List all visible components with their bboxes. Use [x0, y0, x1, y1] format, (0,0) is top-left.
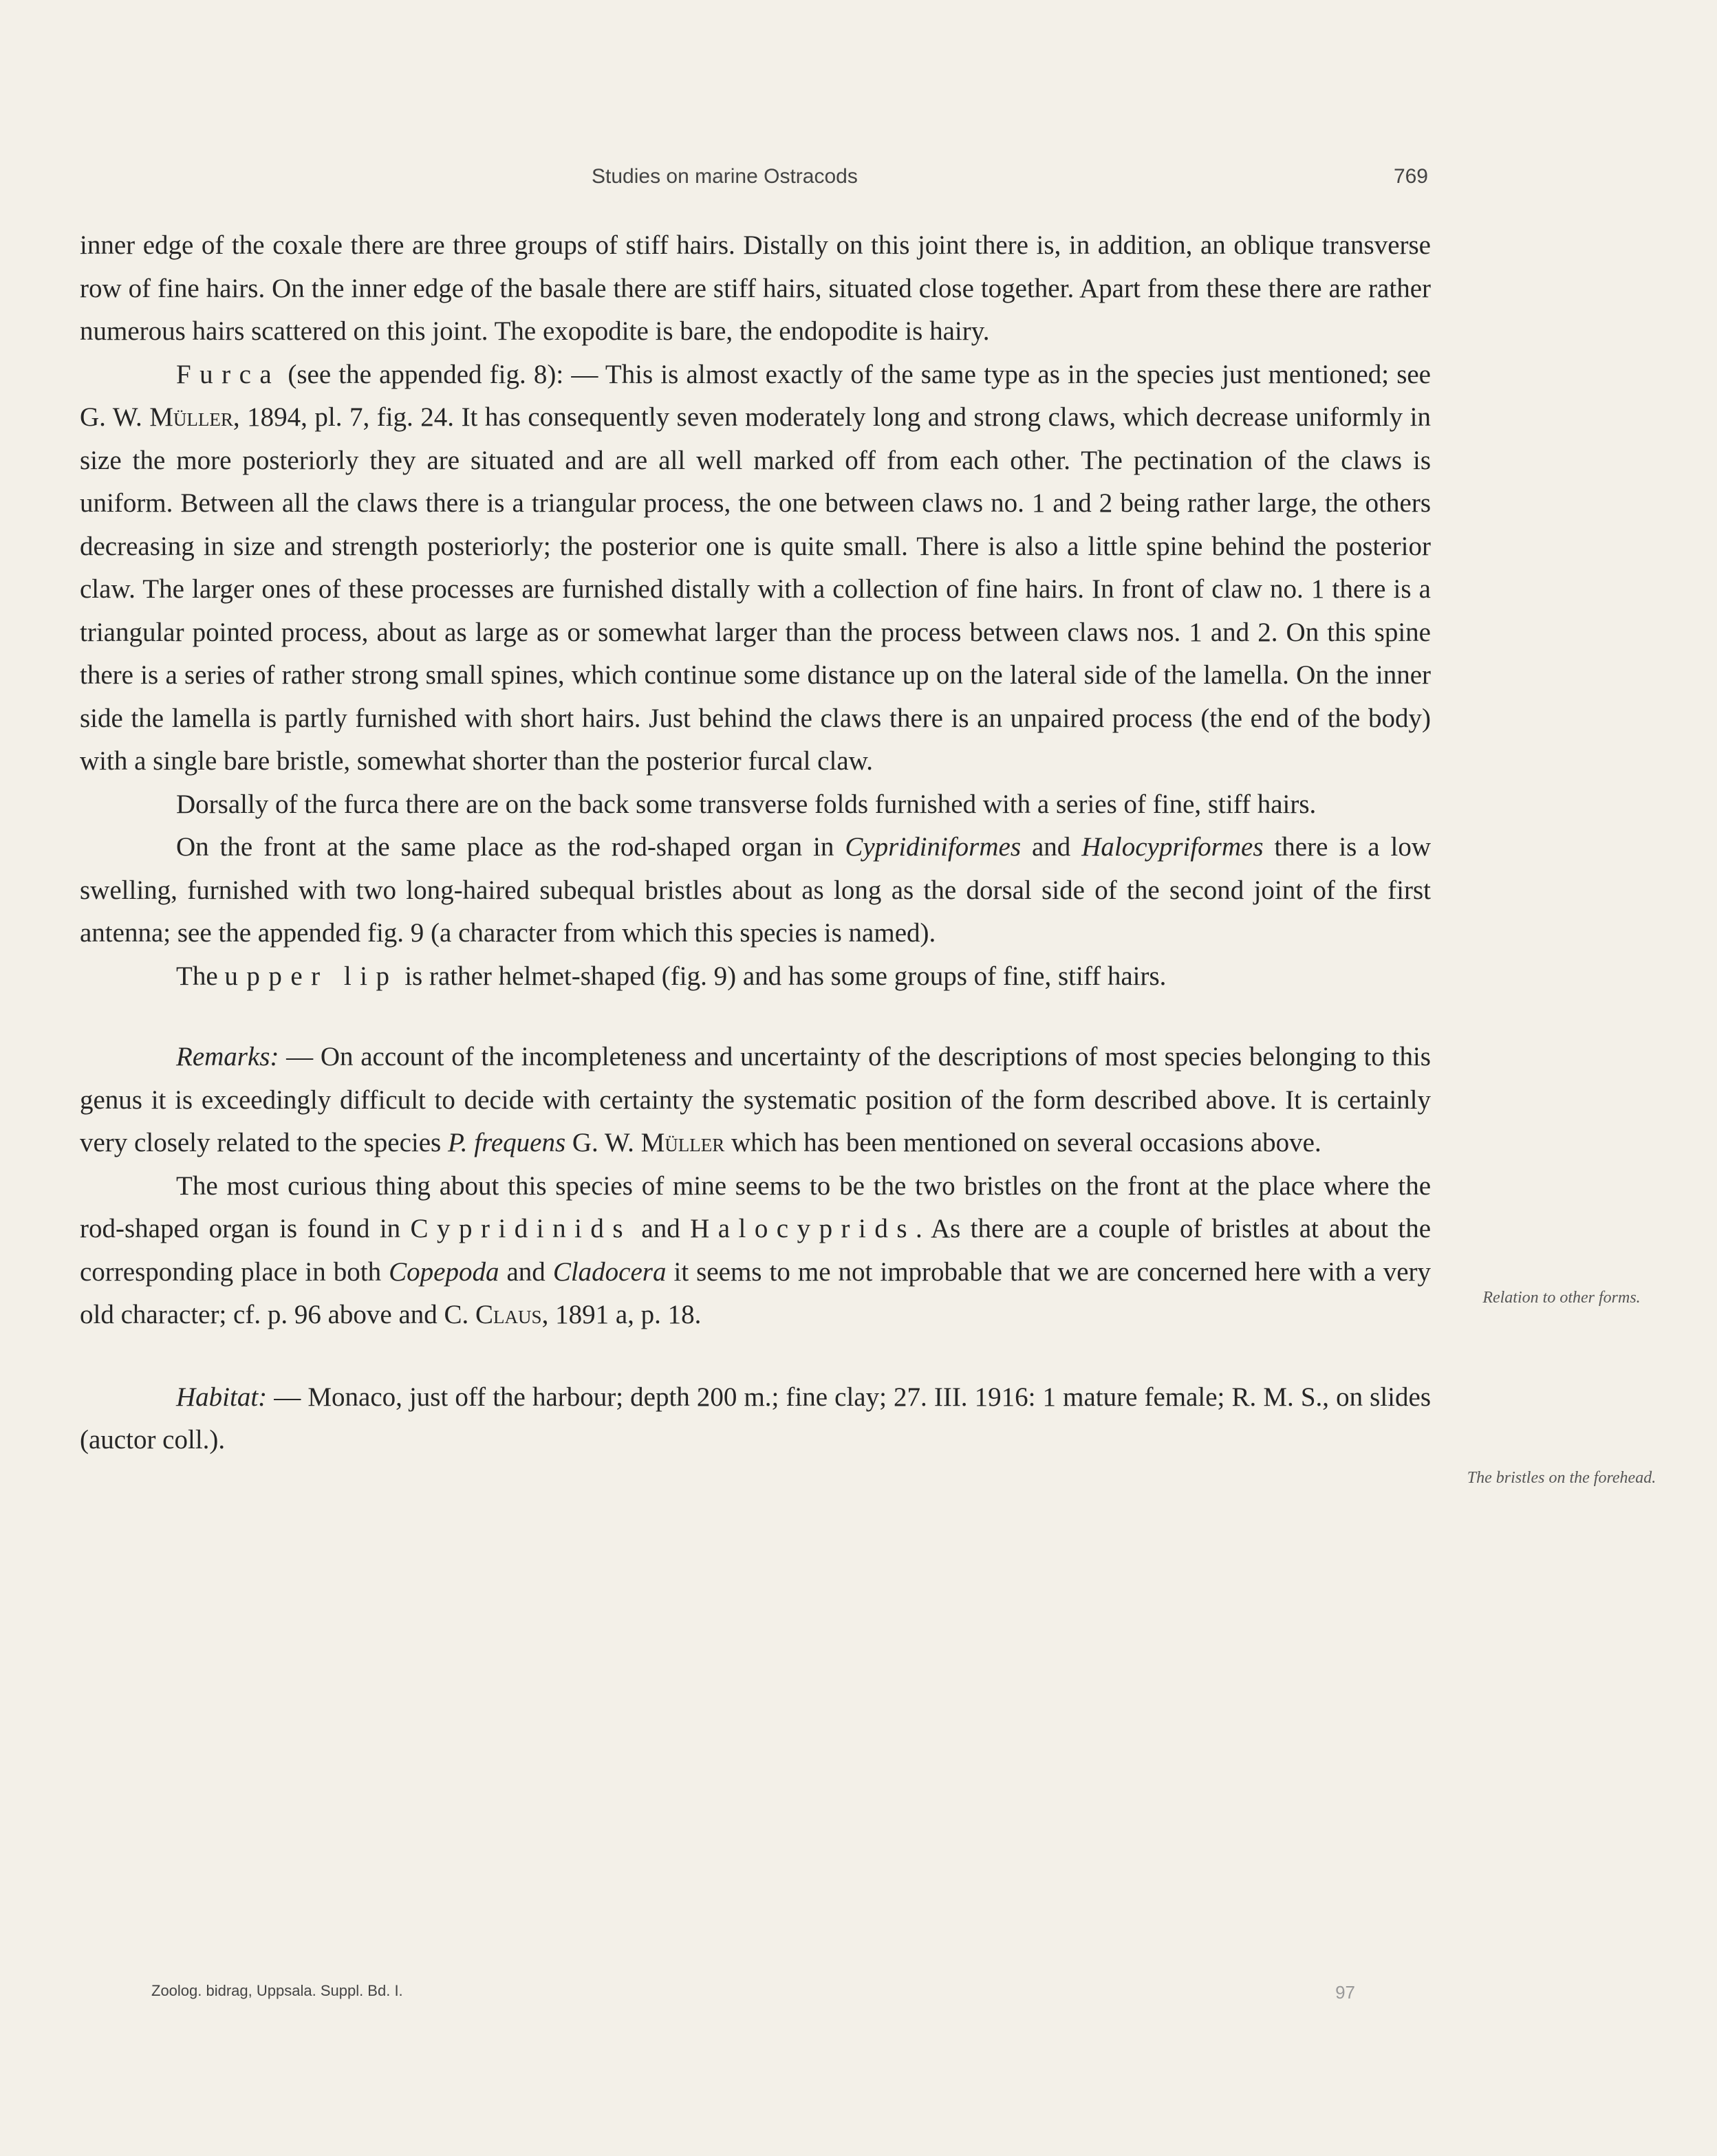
author-claus: Claus — [475, 1300, 542, 1329]
remarks-label: Remarks: — [176, 1042, 279, 1071]
author-mueller: Müller — [149, 402, 233, 432]
taxon-p-frequens: P. frequens — [447, 1128, 566, 1157]
term-halocyprids: Halocyprids — [690, 1214, 916, 1243]
bristles-text-6: , 1891 a, p. 18. — [541, 1300, 702, 1329]
term-cypridinids: Cypridinids — [410, 1214, 632, 1243]
page-header — [80, 165, 1428, 193]
body-text — [80, 224, 1431, 1462]
paragraph-remarks — [80, 1036, 1431, 1165]
paragraph-habitat — [80, 1376, 1431, 1462]
front-text-1: On the front at the same place as the rod-shaped organ in — [176, 832, 845, 862]
taxon-halocypriformes: Halocypriformes — [1081, 832, 1264, 862]
paragraph-furca — [80, 353, 1431, 783]
taxon-copepoda: Copepoda — [389, 1256, 499, 1287]
remarks-text-1: — On account of the incompleteness and uncertainty of the descriptions of most species belonging to this genus it is exceedingly difficult to decide with certainty the systematic position of the form described above. It is certainly very closely related to the species — [80, 1042, 1431, 1157]
habitat-label: Habitat: — [176, 1382, 268, 1412]
signature-mark: 97 — [1335, 1982, 1355, 2003]
bristles-text-3: . As there are a couple of bristles at about the corresponding place in both — [80, 1214, 1432, 1287]
front-text-3: there is a low swelling, furnished with two long-haired subequal bristles about as long as the dorsal side of the second joint of the first antenna; see the appended fig. 9 (a character from which this species is named). — [80, 832, 1432, 948]
journal-name: Zoolog. bidrag, Uppsala. Suppl. Bd. I. — [151, 1982, 403, 1999]
paragraph-dorsal-folds: Dorsally of the furca there are on the back some transverse folds furnished with a series of fine, stiff hairs. — [176, 789, 1317, 819]
habitat-text: — Monaco, just off the harbour; depth 200 m.; fine clay; 27. III. 1916: 1 mature female; R. M. S., on slides (auctor coll.). — [80, 1382, 1431, 1455]
term-upper-lip: upper lip — [224, 961, 398, 991]
remarks-text-3: which has been mentioned on several occasions above. — [724, 1128, 1321, 1157]
lip-text-1: The — [176, 961, 225, 991]
taxon-cladocera: Cladocera — [552, 1256, 667, 1287]
bristles-text-4: and — [499, 1256, 553, 1287]
page-footer — [151, 1982, 1355, 2010]
page-number: 769 — [1393, 165, 1428, 188]
term-furca: Furca — [176, 359, 281, 389]
lip-text-2: is rather helmet-shaped (fig. 9) and has some groups of fine, stiff hairs. — [398, 961, 1167, 991]
paragraph-bristles — [80, 1165, 1431, 1337]
paragraph-front-swelling — [80, 826, 1431, 955]
front-text-2: and — [1021, 832, 1082, 862]
bristles-text-5: it seems to me not improbable that we are concerned here with a very old character; cf. p. 96 above and C. — [80, 1256, 1431, 1329]
running-title: Studies on marine Ostracods — [592, 165, 858, 188]
bristles-text-1: The most curious thing about this species of mine seems to be the two bristles on the front at the place where the rod-shaped organ is found in — [80, 1170, 1431, 1243]
author-mueller-2: Müller — [640, 1128, 725, 1157]
bristles-text-2: and — [631, 1214, 691, 1243]
remarks-text-2: G. W. — [565, 1128, 641, 1157]
taxon-cypridiniformes: Cypridiniformes — [845, 832, 1022, 862]
margin-note-bristles: The bristles on the forehead. — [1467, 1469, 1656, 1487]
paragraph-upper-lip — [80, 955, 1431, 999]
furca-text-2: , 1894, pl. 7, fig. 24. It has consequently seven moderately long and strong claws, which decrease uniformly in size the more posteriorly they are situated and are all well marked off from each other. The pectination of the claws is uniform. Between all the claws there is a triangular process, the one between claws no. 1 and 2 being rather large, the others decreasing in size and strength posteriorly; the posterior one is quite small. There is also a little spine behind the posterior claw. The larger ones of these processes are furnished distally with a collection of fine hairs. In front of claw no. 1 there is a triangular pointed process, about as large as or somewhat larger than the process between claws nos. 1 and 2. On this spine there is a series of rather strong small spines, which continue some distance up on the lateral side of the lamella. On the inner side the lamella is partly furnished with short hairs. Just behind the claws there is an unpaired process (the end of the body) with a single bare bristle, somewhat shorter than the posterior furcal claw. — [80, 402, 1431, 776]
margin-note-relation: Relation to other forms. — [1482, 1289, 1641, 1307]
paragraph-coxale: inner edge of the coxale there are three groups of stiff hairs. Distally on this joint there is, in addition, an oblique transverse row of fine hairs. On the inner edge of the basale there are stiff hairs, situated close together. Apart from these there are rather numerous hairs scattered on this joint. The exopodite is bare, the endopodite is hairy. — [80, 230, 1431, 346]
furca-text-1: (see the appended fig. 8): — This is almost exactly of the same type as in the species just mentioned; see G. W. — [80, 359, 1431, 432]
